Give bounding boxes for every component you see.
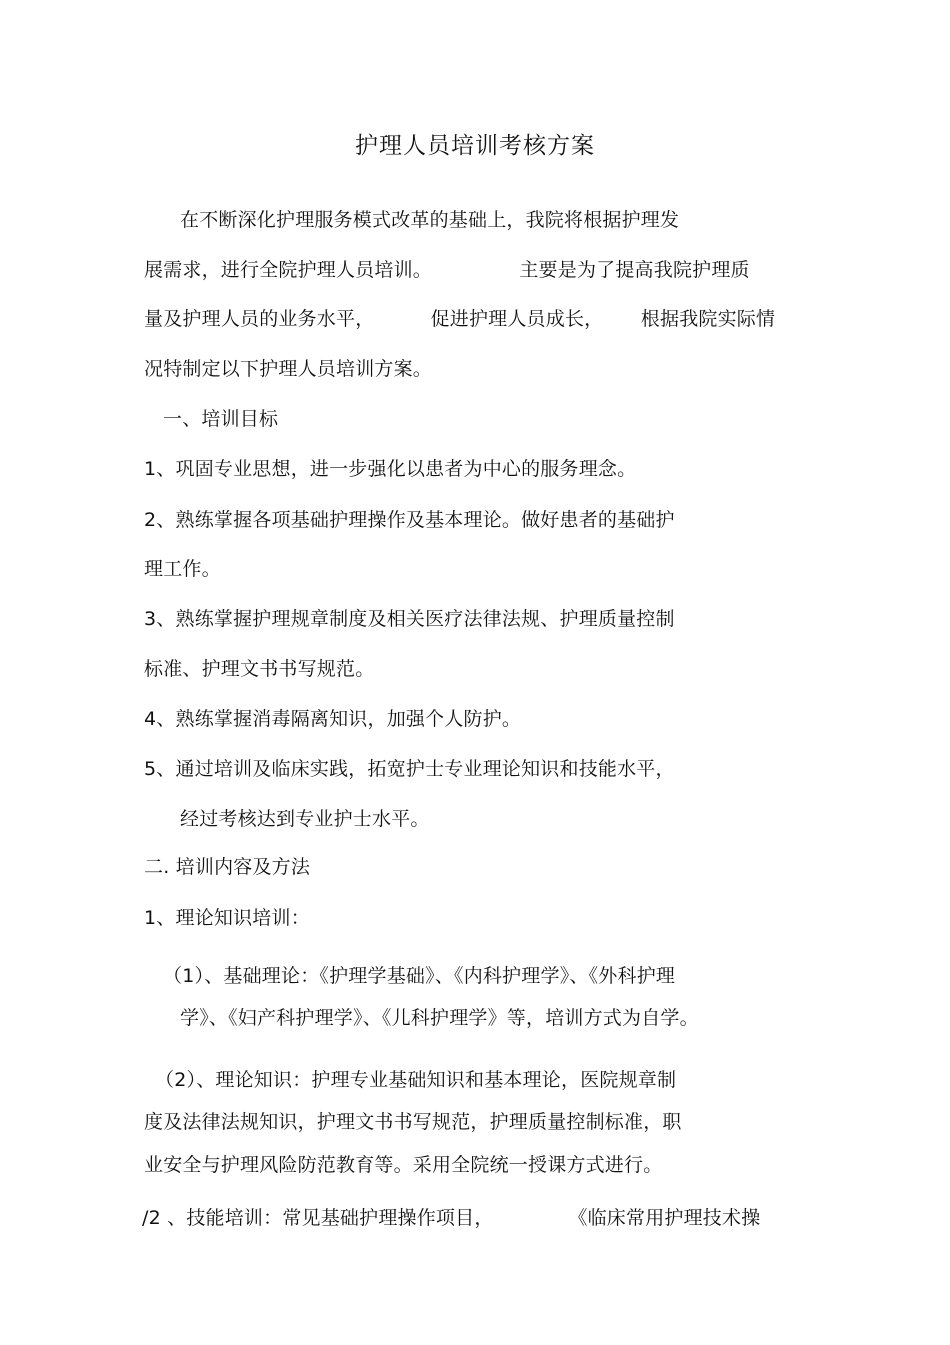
list-item: （2）、理论知识：护理专业基础知识和基本理论，医院规章制 <box>155 1069 677 1091</box>
paragraph-line: 在不断深化护理服务模式改革的基础上，我院将根据护理发 <box>180 209 680 231</box>
section-heading: 二. 培训内容及方法 <box>144 856 311 878</box>
subsection-heading: /2 、技能培训：常见基础护理操作项目， 《临床常用护理技术操 <box>142 1207 761 1229</box>
list-item: （1）、基础理论：《护理学基础》、《内科护理学》、《外科护理 <box>163 965 676 987</box>
list-item-continued: 度及法律法规知识，护理文书书写规范，护理质量控制标准，职 <box>144 1111 682 1133</box>
list-item-continued: 业安全与护理风险防范教育等。采用全院统一授课方式进行。 <box>144 1154 663 1176</box>
paragraph-line: 量及护理人员的业务水平， 促进护理人员成长， 根据我院实际情 <box>144 308 776 330</box>
section-heading: 一、培训目标 <box>163 408 279 430</box>
document-title: 护理人员培训考核方案 <box>355 133 595 159</box>
list-item-continued: 经过考核达到专业护士水平。 <box>180 808 430 830</box>
list-item-continued: 理工作。 <box>144 558 221 580</box>
paragraph-line: 展需求，进行全院护理人员培训。 主要是为了提高我院护理质 <box>144 259 750 281</box>
subsection-heading: 1、理论知识培训： <box>144 907 310 929</box>
list-item: 4、熟练掌握消毒隔离知识，加强个人防护。 <box>144 708 522 730</box>
list-item: 5、通过培训及临床实践，拓宽护士专业理论知识和技能水平， <box>144 758 675 780</box>
list-item-continued: 学》、《妇产科护理学》、《儿科护理学》等，培训方式为自学。 <box>180 1007 699 1029</box>
list-item-continued: 标准、护理文书书写规范。 <box>144 658 375 680</box>
list-item: 3、熟练掌握护理规章制度及相关医疗法律法规、护理质量控制 <box>144 608 675 630</box>
paragraph-line: 况特制定以下护理人员培训方案。 <box>144 358 433 380</box>
list-item: 1、巩固专业思想，进一步强化以患者为中心的服务理念。 <box>144 458 637 480</box>
list-item: 2、熟练掌握各项基础护理操作及基本理论。做好患者的基础护 <box>144 509 675 531</box>
